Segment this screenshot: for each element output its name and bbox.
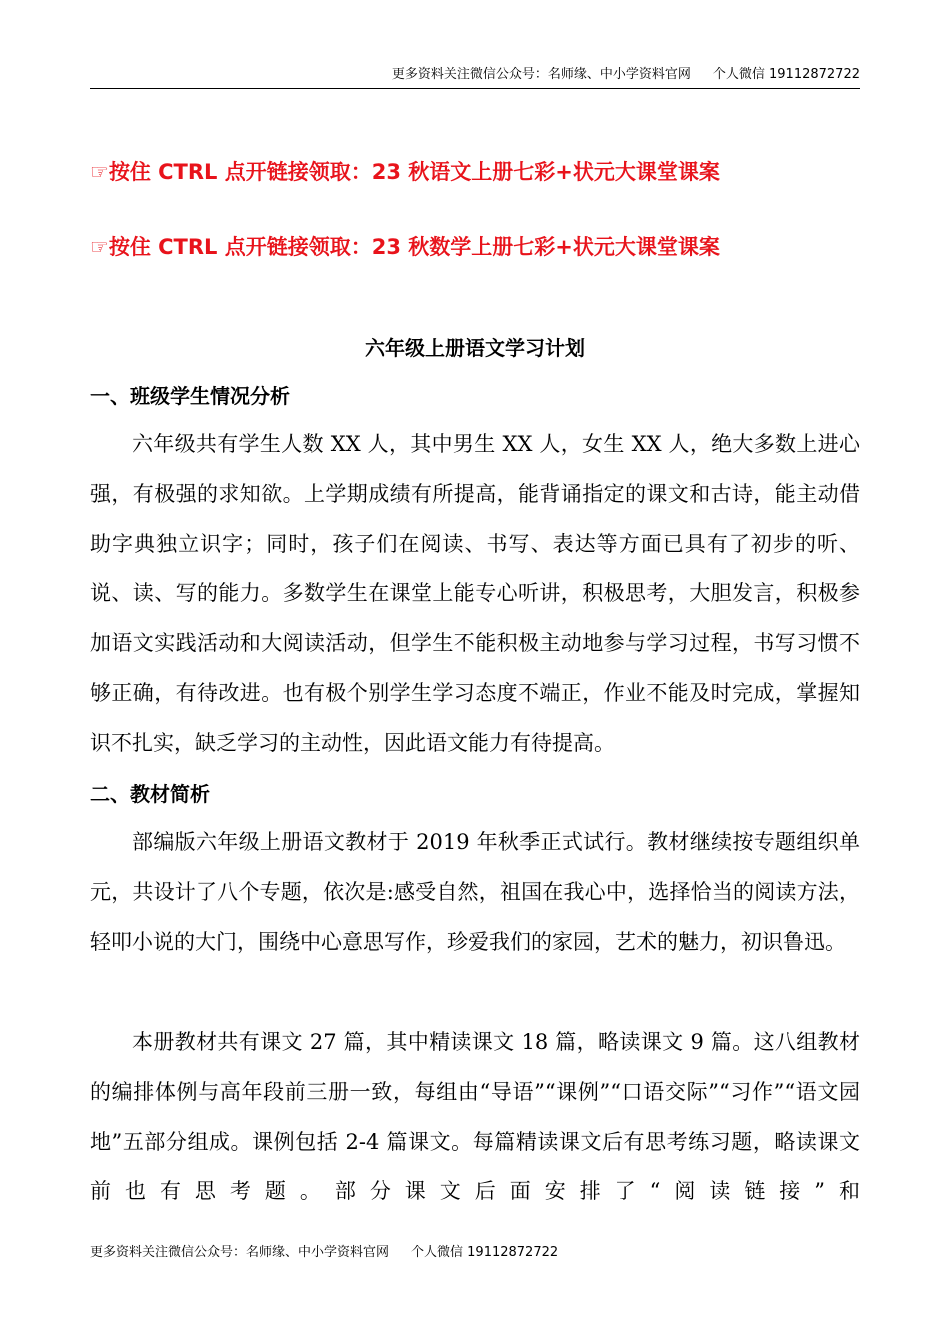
header-divider: [90, 88, 860, 89]
paragraph-student-analysis: 六年级共有学生人数 XX 人，其中男生 XX 人，女生 XX 人，绝大多数上进心强，有极强的求知欲。上学期成绩有所提高，能背诵指定的课文和古诗，能主动借助字典独立识字；同时，孩子们在阅读、书写、表达等方面已具有了初步的听、说、读、写的能力。多数学生在课堂上能专心听讲，积极思考，大胆发言，积极参加语文实践活动和大阅读活动，但学生不能积极主动地参与学习过程，书写习惯不够正确，有待改进。也有极个别学生学习态度不端正，作业不能及时完成，掌握知识不扎实，缺乏学习的主动性，因此语文能力有待提高。: [90, 432, 860, 755]
header-wechat: 个人微信 19112872722: [712, 67, 860, 82]
section-heading-student-analysis: 一、班级学生情况分析: [90, 384, 290, 408]
section-heading-textbook-analysis: 二、教材简析: [90, 782, 210, 806]
page-header: [90, 66, 860, 84]
header-text: 更多资料关注微信公众号：名师缘、中小学资料官网: [391, 67, 691, 82]
document-title: 六年级上册语文学习计划: [365, 336, 585, 360]
paragraph-textbook-overview: 部编版六年级上册语文教材于 2019 年秋季正式试行。教材继续按专题组织单元，共设计了八个专题，依次是:感受自然，祖国在我心中，选择恰当的阅读方法，轻叩小说的大门，围绕中心意思写作，珍爱我们的家园，艺术的魅力，初识鲁迅。: [90, 830, 860, 954]
math-courseware-link[interactable]: ☞按住 CTRL 点开链接领取：23 秋数学上册七彩+状元大课堂课案: [90, 235, 720, 259]
footer-text: 更多资料关注微信公众号：名师缘、中小学资料官网: [90, 1245, 390, 1260]
paragraph-textbook-structure: 本册教材共有课文 27 篇，其中精读课文 18 篇，略读课文 9 篇。这八组教材的编排体例与高年段前三册一致，每组由“导语”“课例”“口语交际”“习作”“语文园地”五部分组成。课例包括 2-4 篇课文。每篇精读课文后有思考练习题，略读课文前也有思考题。部分课文后面安排了“阅读链接”和: [90, 1030, 860, 1204]
chinese-courseware-link[interactable]: ☞按住 CTRL 点开链接领取：23 秋语文上册七彩+状元大课堂课案: [90, 160, 720, 184]
footer-wechat: 个人微信 19112872722: [411, 1245, 559, 1260]
page-footer: [90, 1244, 860, 1262]
